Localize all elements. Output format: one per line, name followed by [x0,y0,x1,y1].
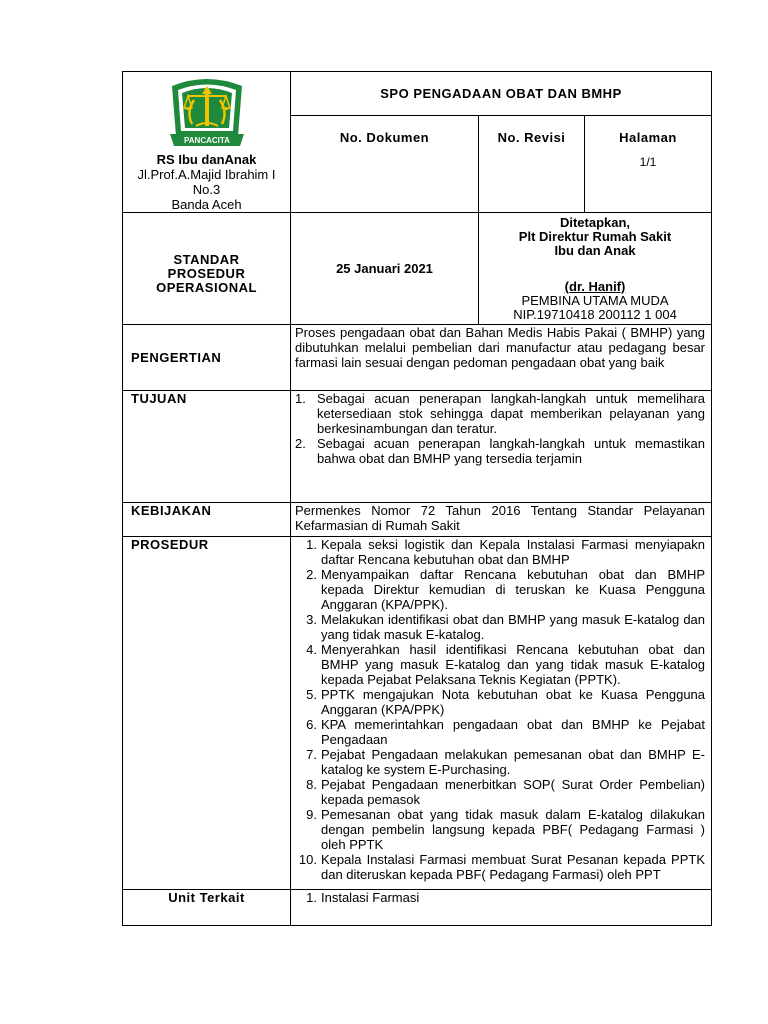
list-item: 10. Kepala Instalasi Farmasi membuat Surat Pesanan kepada PPTK dan diteruskan kepada PBF( Pedagang Farmasi) oleh PPT [298,852,706,882]
hospital-logo-icon [168,76,246,150]
unit-terkait-body [291,890,712,926]
no-revisi-value [479,145,584,155]
approval-line1: Ditetapkan, [559,215,631,230]
list-item: 7. Pejabat Pengadaan melakukan pemesanan obat dan BMHP E-katalog ke system E-Purchasing. [306,747,706,777]
prosedur-label: PROSEDUR [123,537,291,890]
no-dokumen-cell [291,116,479,213]
list-item: 4. Menyerahkan hasil identifikasi Rencana kebutuhan obat dan BMHP yang masuk E-katalog dan yang tidak masuk E-katalog kepada Pejabat Pelaksana Teknis Kegiatan (PPTK). [306,642,706,687]
prosedur-list [295,537,705,882]
kebijakan-text: Permenkes Nomor 72 Tahun 2016 Tentang Standar Pelayanan Kefarmasian di Rumah Sakit [291,503,712,537]
unit-terkait-label: Unit Terkait [123,890,291,926]
prosedur-body [291,537,712,890]
halaman-cell [585,116,712,213]
list-item: 9. Pemesanan obat yang tidak masuk dalam E-katalog dilakukan dengan pembelin langsung kepada PBF( Pedagang Farmasi ) oleh PPTK [306,807,706,852]
hospital-address-line3: Banda Aceh [171,197,242,212]
sop-document [122,71,711,926]
signatory-name: (dr. Hanif) [564,279,626,294]
sop-table [122,71,712,926]
pengertian-label: PENGERTIAN [123,325,291,391]
no-dokumen-value [291,145,478,155]
tujuan-list [295,391,705,466]
list-item: 2. Sebagai acuan penerapan langkah-langkah untuk memastikan bahwa obat dan BMHP yang tersedia terjamin [295,436,706,466]
signatory-nip: NIP.19710418 200112 1 004 [513,307,677,322]
halaman-label: Halaman [619,130,677,146]
hospital-name: RS Ibu danAnak [156,152,257,167]
list-item: 2. Menyampaikan daftar Rencana kebutuhan obat dan BMHP kepada Direktur kemudian di teruskan ke Kuasa Pengguna Anggaran (KPA/PPK). [306,567,706,612]
approval-line2: Plt Direktur Rumah Sakit [518,229,672,244]
sop-label-line1: STANDAR [173,251,240,267]
signatory-rank: PEMBINA UTAMA MUDA [521,293,669,308]
approval-line3: Ibu dan Anak [554,243,636,258]
approval-cell [479,213,712,325]
no-dokumen-label: No. Dokumen [339,130,430,146]
tujuan-body [291,391,712,503]
list-item: 1. Kepala seksi logistik dan Kepala Instalasi Farmasi menyiapakn daftar Rencana kebutuhan obat dan BMHP [306,537,706,567]
list-item: 6. KPA memerintahkan pengadaan obat dan BMHP ke Pejabat Pengadaan [306,717,706,747]
sop-label-cell [123,213,291,325]
svg-text:PANCACITA: PANCACITA [183,136,230,145]
list-item: 8. Pejabat Pengadaan menerbitkan SOP( Surat Order Pembelian) kepada pemasok [306,777,706,807]
kebijakan-label: KEBIJAKAN [123,503,291,537]
sop-label-line3: OPERASIONAL [156,279,257,295]
unit-terkait-list [295,890,705,905]
sop-date: 25 Januari 2021 [291,213,479,325]
list-item: 1. Sebagai acuan penerapan langkah-langkah untuk memelihara ketersediaan stok sehingga dapat memberikan pelayanan yang berkesinambungan dan teratur. [295,391,706,436]
list-item: 3. Melakukan identifikasi obat dan BMHP yang masuk E-katalog dan yang tidak masuk E-katalog. [306,612,706,642]
no-revisi-cell [479,116,585,213]
list-item: 5. PPTK mengajukan Nota kebutuhan obat ke Kuasa Pengguna Anggaran (KPA/PPK) [306,687,706,717]
hospital-address-line1: Jl.Prof.A.Majid Ibrahim I [137,167,276,182]
halaman-value: 1/1 [639,155,657,170]
pengertian-text: Proses pengadaan obat dan Bahan Medis Habis Pakai ( BMHP) yang dibutuhkan melalui pembelian dari manufactur atau pedagang besar farmasi lain sesuai dengan pedoman pengadaan obat yang baik [291,325,712,391]
hospital-identity-cell [123,72,291,213]
sop-label-line2: PROSEDUR [167,265,246,281]
document-title: SPO PENGADAAN OBAT DAN BMHP [291,72,712,116]
tujuan-label: TUJUAN [123,391,291,503]
hospital-address-line2: No.3 [192,182,221,197]
list-item: 1. Instalasi Farmasi [306,890,420,905]
no-revisi-label: No. Revisi [497,130,566,146]
